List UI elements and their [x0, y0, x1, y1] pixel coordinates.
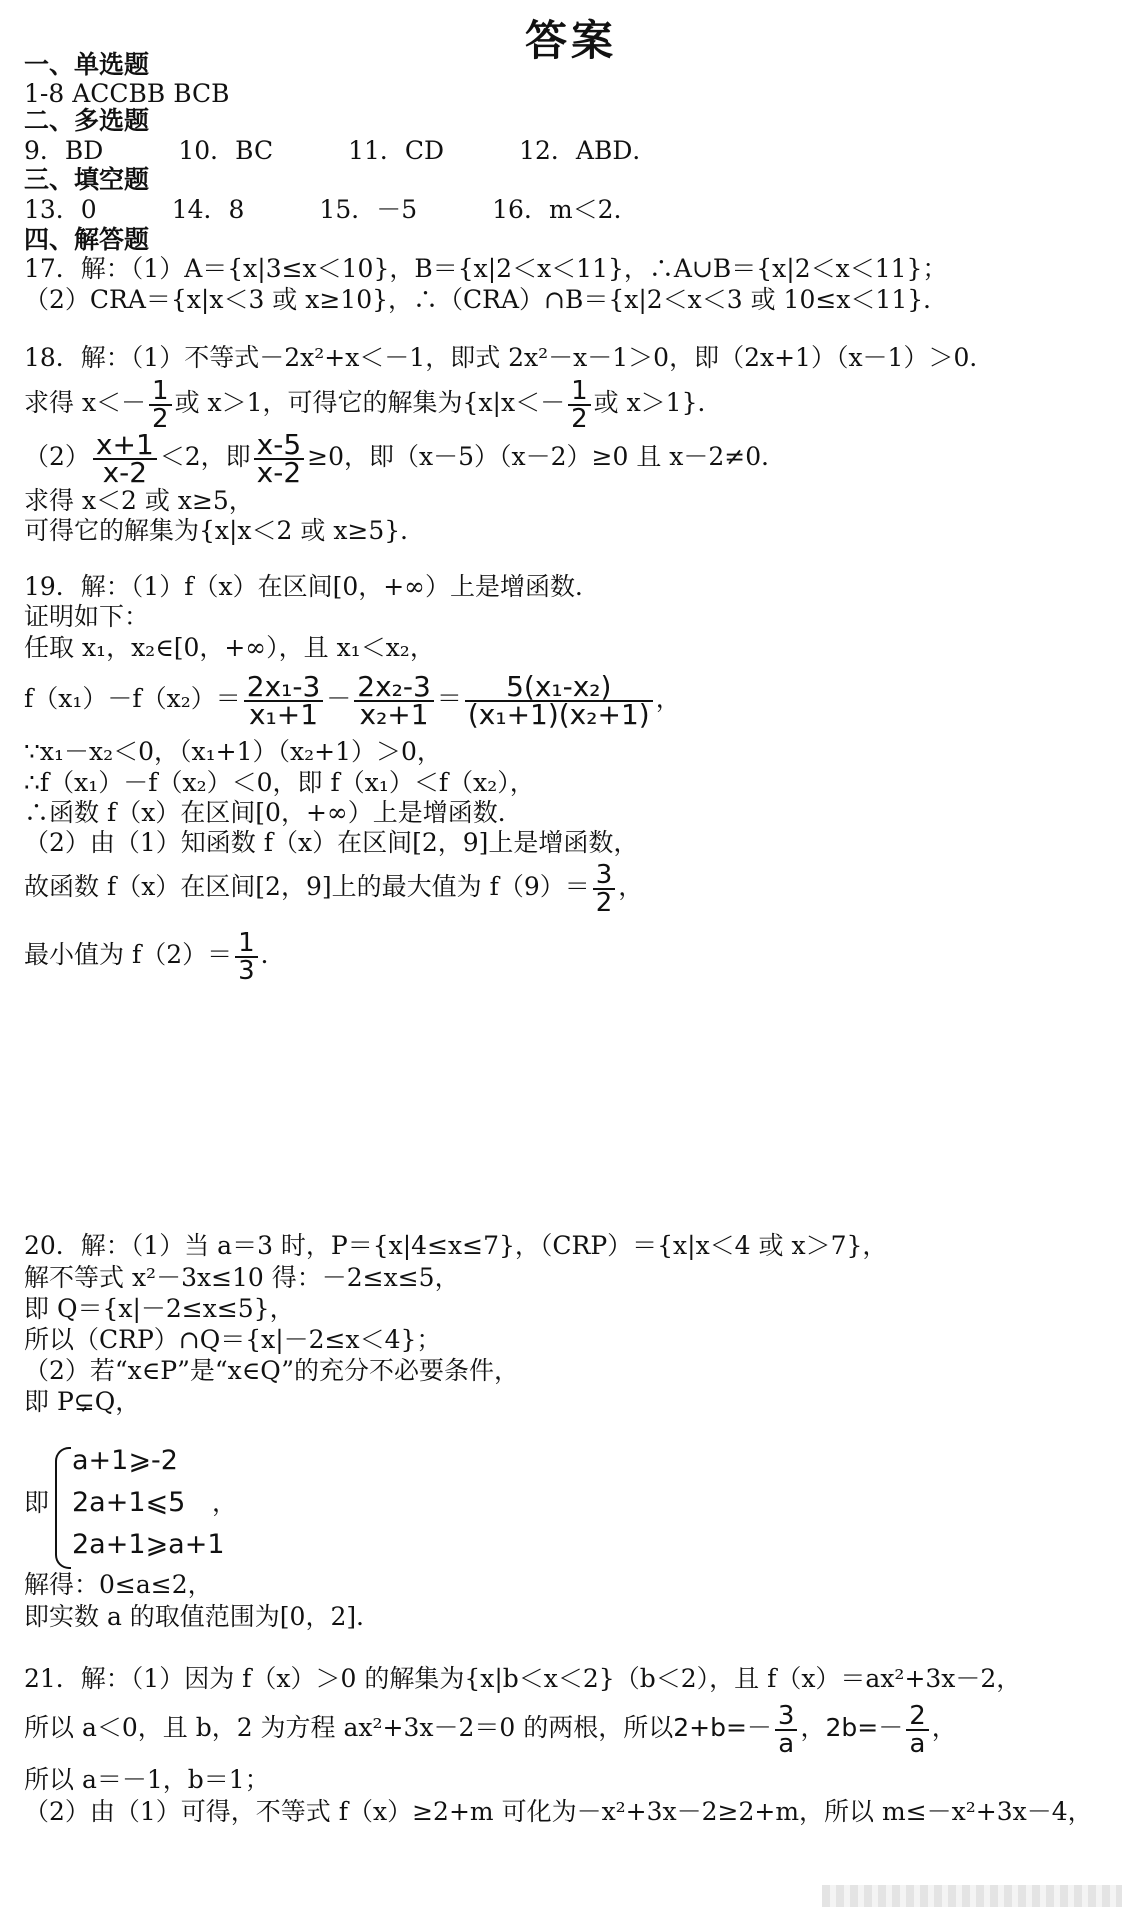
fraction-denominator: x₁+1 [244, 700, 324, 728]
q19-line-1: 19．解：（1）f（x）在区间[0，+∞）上是增函数． [24, 572, 601, 601]
fraction-x-minus-5-over-x-minus-2 [254, 427, 305, 489]
q19-line-3: 任取 x₁，x₂∈[0，+∞），且 x₁＜x₂， [24, 633, 435, 662]
q19-line-4 [24, 664, 681, 734]
q19-text-4a: f（x₁）－f（x₂）＝ [24, 684, 241, 713]
system-inequality-3: 2a+1⩾a+1 [72, 1529, 225, 1560]
q19-line-8: （2）由（1）知函数 f（x）在区间[2，9]上是增函数， [24, 828, 639, 857]
fraction-denominator: x₂+1 [354, 700, 434, 728]
q17-line-2: （2）CRA＝{x|x＜3 或 x≥10}，∴（CRA）∩B＝{x|2＜x＜3 或 10≤x＜11}． [24, 285, 949, 314]
q18-text-a: 求得 x＜－ [24, 388, 147, 417]
q20-line-6: 即 P⊊Q， [24, 1387, 141, 1416]
q17-line-1: 17．解：（1）A＝{x|3≤x＜10}，B＝{x|2＜x＜11}，∴A∪B＝{x|2＜x＜11}； [24, 254, 948, 283]
q19-line-7: ∴函数 f（x）在区间[0，+∞）上是增函数． [24, 798, 523, 827]
q19-text-9b: ， [618, 872, 644, 901]
multi-choice-answers: 9．BD 10．BC 11．CD 12．ABD． [24, 136, 658, 165]
fraction-numerator: 2x₂-3 [357, 669, 431, 703]
fraction-numerator: 2x₁-3 [246, 669, 321, 703]
q19-line-6: ∴f（x₁）－f（x₂）＜0，即 f（x₁）＜f（x₂）， [24, 768, 535, 797]
system-inequality-1: a+1⩾-2 [72, 1445, 178, 1476]
fraction-numerator: x+1 [95, 427, 154, 461]
q19-text-9a: 故函数 f（x）在区间[2，9]上的最大值为 f（9）＝ [24, 872, 590, 901]
q19-text-4c: ＝ [436, 684, 462, 713]
q19-text-4d: ， [655, 684, 681, 713]
left-brace [55, 1447, 71, 1569]
q21-line-2 [24, 1697, 957, 1759]
section-heading-solutions: 四、解答题 [24, 225, 150, 254]
fraction-numerator: x-5 [256, 427, 302, 461]
section-heading-multi-choice: 二、多选题 [24, 106, 150, 135]
fraction-x-plus-1-over-x-minus-2 [93, 427, 157, 489]
watermark [822, 1885, 1122, 1907]
fraction-denominator: 2 [593, 888, 616, 916]
fraction-one-half [149, 375, 172, 434]
fraction-term-2 [354, 669, 434, 731]
q20-line-8: 解得：0≤a≤2， [24, 1570, 213, 1599]
q18-text-c: 或 x＞1}． [593, 388, 723, 417]
q18-line-1: 18．解：（1）不等式－2x²+x＜－1，即式 2x²－x－1＞0，即（2x+1）（x－1）＞0． [24, 343, 995, 372]
fraction-term-1 [244, 669, 324, 731]
q20-line-1: 20．解：（1）当 a＝3 时，P＝{x|4≤x≤7}，（CRP）＝{x|x＜4 或 x＞7}， [24, 1231, 888, 1260]
system-comma: ， [212, 1488, 238, 1517]
fill-in-answers: 13．0 14．8 15．－5 16．m＜2． [24, 195, 639, 224]
q21-text-2a: 所以 a＜0，且 b，2 为方程 ax²+3x－2＝0 的两根，所以 [24, 1713, 674, 1742]
q20-line-4: 所以（CRP）∩Q＝{x|－2≤x＜4}； [24, 1325, 442, 1354]
q20-line-3: 即 Q＝{x|－2≤x≤5}， [24, 1294, 295, 1323]
fraction-numerator: 1 [152, 375, 169, 406]
fraction-min-value [235, 927, 258, 986]
fraction-denominator: 3 [235, 956, 258, 984]
q18-text-b: 或 x＞1，可得它的解集为{x|x＜－ [174, 388, 566, 417]
fraction-numerator: 3 [777, 1700, 795, 1731]
fraction-numerator: 1 [238, 927, 255, 958]
q19-line-9 [24, 856, 643, 918]
fraction-numerator: 1 [571, 375, 588, 406]
q21-text-2c: ，2b=－ [800, 1713, 904, 1742]
q18-text-3a: （2） [24, 442, 90, 471]
q18-line-5: 可得它的解集为{x|x＜2 或 x≥5}． [24, 516, 426, 545]
q21-line-4: （2）由（1）可得，不等式 f（x）≥2+m 可化为－x²+3x－2≥2+m，所以 m≤－x²+3x－4， [24, 1797, 1093, 1826]
fraction-denominator: a [906, 1729, 929, 1757]
q18-line-3 [24, 427, 786, 487]
fraction-denominator: 2 [149, 404, 172, 432]
q19-text-4b: － [326, 684, 352, 713]
q20-line-5: （2）若“x∈P”是“x∈Q”的充分不必要条件， [24, 1356, 520, 1385]
q21-text-2b: 2+b=－ [673, 1713, 772, 1742]
q20-line-2: 解不等式 x²－3x≤10 得：－2≤x≤5， [24, 1263, 460, 1292]
q19-line-10 [24, 924, 286, 986]
q21-line-3: 所以 a＝－1，b＝1； [24, 1765, 270, 1794]
q19-line-5: ∵x₁－x₂＜0，（x₁+1）（x₂+1）＞0， [24, 737, 442, 766]
q18-line-2 [24, 373, 722, 433]
fraction-numerator: 5(x₁-x₂) [506, 669, 612, 703]
fraction-3-over-a [775, 1700, 798, 1759]
q18-text-3c: ≥0，即（x－5）（x－2）≥0 且 x－2≠0． [307, 442, 787, 471]
system-inequality-2: 2a+1⩽5 [72, 1487, 186, 1518]
fraction-denominator: (x₁+1)(x₂+1) [465, 700, 653, 728]
fraction-denominator: 2 [568, 404, 591, 432]
q18-text-3b: ＜2，即 [159, 442, 251, 471]
q20-line-7: 即 [24, 1488, 50, 1517]
section-heading-fill-in: 三、填空题 [24, 165, 150, 194]
section-heading-single-choice: 一、单选题 [24, 50, 150, 79]
q21-text-2d: ， [931, 1713, 957, 1742]
fraction-denominator: x-2 [93, 458, 157, 486]
fraction-max-value [593, 859, 616, 918]
page-title: 答案 [524, 16, 617, 65]
fraction-difference-result [465, 669, 653, 731]
q19-text-10a: 最小值为 f（2）＝ [24, 940, 233, 969]
q19-line-2: 证明如下： [24, 602, 150, 631]
single-choice-answers: 1-8 ACCBB BCB [24, 79, 230, 108]
fraction-numerator: 2 [909, 1700, 926, 1731]
fraction-denominator: a [775, 1729, 798, 1757]
fraction-one-half [568, 375, 591, 434]
fraction-numerator: 3 [595, 859, 613, 890]
q18-line-4: 求得 x＜2 或 x≥5， [24, 486, 254, 515]
fraction-2-over-a [906, 1700, 929, 1759]
q19-text-10b: ． [260, 940, 286, 969]
fraction-denominator: x-2 [254, 458, 305, 486]
q20-line-9: 即实数 a 的取值范围为[0，2]． [24, 1602, 382, 1631]
q21-line-1: 21．解：（1）因为 f（x）＞0 的解集为{x|b＜x＜2}（b＜2），且 f（x）＝ax²+3x－2， [24, 1664, 1022, 1693]
